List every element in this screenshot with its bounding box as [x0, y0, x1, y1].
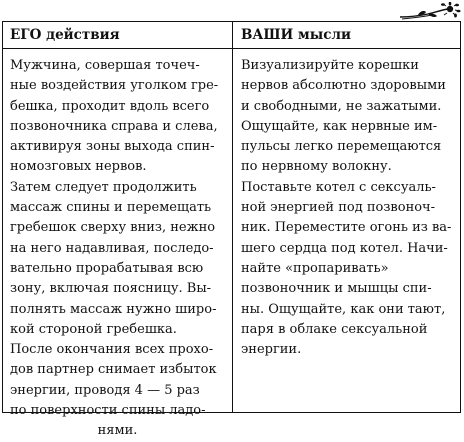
- text-line: Визуализируйте корешки: [241, 58, 419, 73]
- text-line: номозговых нервов.: [10, 159, 147, 175]
- text-line: ны. Ощущайте, как они тают,: [241, 301, 446, 317]
- text-line: ной энергией под позвоноч-: [241, 200, 436, 216]
- text-line: паря в облаке сексуальной: [241, 321, 428, 337]
- his-actions-text: [10, 56, 225, 442]
- text-line: массаж спины и перемещать: [10, 200, 212, 216]
- text-line: пульсы легко перемещаются: [241, 139, 442, 155]
- header-your-thoughts: ВАШИ мысли: [241, 27, 351, 43]
- text-line: нями.: [97, 423, 138, 439]
- text-line: кой стороной гребешка.: [10, 321, 177, 337]
- text-line: Затем следует продолжить: [10, 179, 197, 195]
- text-line: энергии, проводя 4 — 5 раз: [10, 382, 200, 398]
- text-line: по поверхности спины ладо-: [10, 403, 206, 419]
- text-line: Поставьте котел с сексуаль-: [241, 179, 436, 195]
- text-line: Ощущайте, как нервные им-: [241, 118, 438, 134]
- header-his-actions: ЕГО действия: [10, 27, 120, 43]
- text-line: энергии.: [241, 342, 302, 358]
- comparison-table: [2, 21, 461, 439]
- text-line: позвоночник и мышцы спи-: [241, 281, 432, 297]
- text-line: найте «пропаривать»: [241, 260, 389, 276]
- text-line: активируя зоны выхода спин-: [10, 139, 215, 155]
- text-line: гребешок сверху вниз, нежно: [10, 220, 216, 236]
- text-line: по нервному волокну.: [241, 159, 392, 175]
- text-line: После окончания всех прохо-: [10, 342, 214, 358]
- text-line: нервов абсолютно здоровыми: [241, 78, 446, 94]
- text-line: Мужчина, совершая точеч-: [10, 58, 200, 73]
- your-thoughts-text: [241, 56, 451, 360]
- column-divider: [232, 22, 233, 412]
- text-line: вательно прорабатывая всю: [10, 260, 204, 276]
- text-line: позвоночника справа и слева,: [10, 118, 218, 134]
- text-line: на него надавливая, последо-: [10, 240, 214, 256]
- text-line: ник. Переместите огонь из ва-: [241, 220, 452, 236]
- text-line: и свободными, не зажатыми.: [241, 98, 442, 114]
- text-line: шего сердца под котел. Начи-: [241, 240, 448, 256]
- text-line: полнять массаж нужно широ-: [10, 301, 217, 317]
- text-line: зону, включая поясницу. Вы-: [10, 281, 212, 297]
- text-line: дов партнер снимает избыток: [10, 362, 217, 378]
- text-line: ные воздействия уголком гре-: [10, 78, 219, 94]
- text-line: бешка, проходит вдоль всего: [10, 98, 210, 114]
